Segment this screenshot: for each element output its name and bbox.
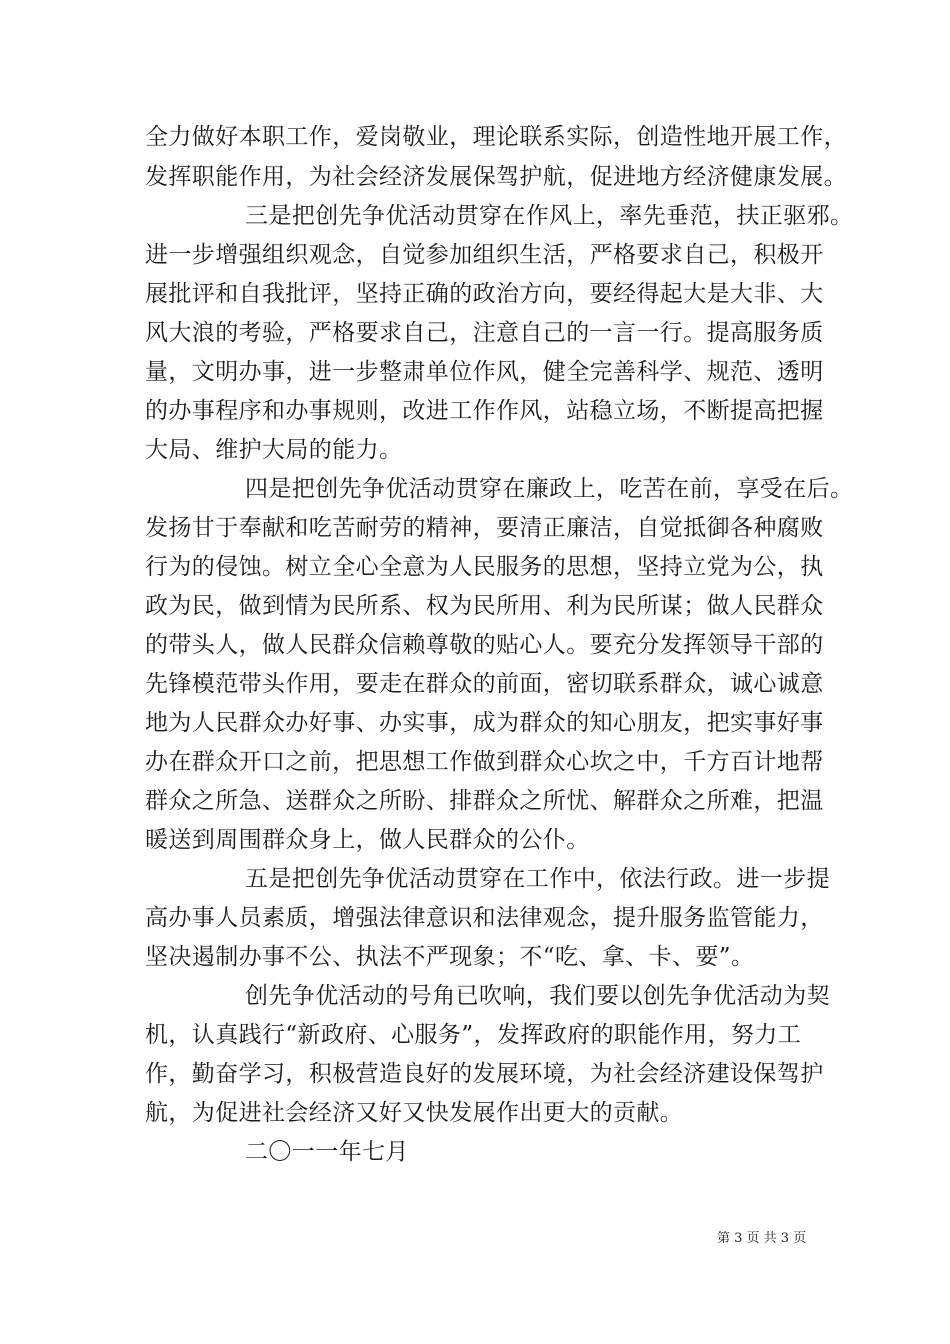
text-line-16: 地为人民群众办好事、办实事，成为群众的知心朋友，把实事好事 bbox=[145, 710, 824, 736]
page-number-footer: 第 3 页 共 3 页 bbox=[717, 1231, 807, 1246]
text-line-17: 办在群众开口之前，把思想工作做到群众心坎之中，千方百计地帮 bbox=[145, 749, 824, 775]
text-line-26: 航，为促进社会经济又好又快发展作出更大的贡献。 bbox=[145, 1100, 684, 1126]
text-line-6: 风大浪的考验，严格要求自己，注意自己的一言一行。提高服务质 bbox=[145, 320, 824, 346]
paragraph-four-heading: 四是把创先争优活动贯穿在廉政上，吃苦在前，享受在后。 bbox=[245, 476, 854, 502]
text-line-21: 高办事人员素质，增强法律意识和法律观念，提升服务监管能力， bbox=[145, 905, 824, 931]
text-line-9: 大局、维护大局的能力。 bbox=[145, 437, 403, 463]
text-line-24: 机，认真践行“新政府、心服务”，发挥政府的职能作用，努力工 bbox=[145, 1022, 802, 1048]
text-line-22: 坚决遏制办事不公、执法不严现象；不“吃、拿、卡、要”。 bbox=[145, 944, 755, 970]
text-line-5: 展批评和自我批评，坚持正确的政治方向，要经得起大是大非、大 bbox=[145, 281, 824, 307]
closing-paragraph-start: 创先争优活动的号角已吹响，我们要以创先争优活动为契 bbox=[245, 983, 830, 1009]
paragraph-three-heading: 三是把创先争优活动贯穿在作风上，率先垂范，扶正驱邪。 bbox=[245, 203, 854, 229]
text-line-1: 全力做好本职工作，爱岗敬业，理论联系实际，创造性地开展工作， bbox=[145, 124, 847, 150]
text-line-7: 量，文明办事，进一步整肃单位作风，健全完善科学、规范、透明 bbox=[145, 359, 824, 385]
text-line-8: 的办事程序和办事规则，改进工作作风，站稳立场，不断提高把握 bbox=[145, 398, 824, 424]
text-line-14: 的带头人，做人民群众信赖尊敬的贴心人。要充分发挥领导干部的 bbox=[145, 632, 824, 658]
text-line-12: 行为的侵蚀。树立全心全意为人民服务的思想，坚持立党为公，执 bbox=[145, 554, 824, 580]
text-line-18: 群众之所急、送群众之所盼、排群众之所忧、解群众之所难，把温 bbox=[145, 788, 824, 814]
document-date: 二〇一一年七月 bbox=[245, 1139, 409, 1165]
text-line-15: 先锋模范带头作用，要走在群众的前面，密切联系群众，诚心诚意 bbox=[145, 671, 824, 697]
text-line-13: 政为民，做到情为民所系、权为民所用、利为民所谋；做人民群众 bbox=[145, 593, 824, 619]
text-line-19: 暖送到周围群众身上，做人民群众的公仆。 bbox=[145, 827, 590, 853]
text-line-4: 进一步增强组织观念，自觉参加组织生活，严格要求自己，积极开 bbox=[145, 242, 824, 268]
paragraph-five-heading: 五是把创先争优活动贯穿在工作中，依法行政。进一步提 bbox=[245, 866, 830, 892]
text-line-2: 发挥职能作用，为社会经济发展保驾护航，促进地方经济健康发展。 bbox=[145, 164, 847, 190]
text-line-11: 发扬甘于奉献和吃苦耐劳的精神，要清正廉洁，自觉抵御各种腐败 bbox=[145, 515, 824, 541]
text-line-25: 作，勤奋学习，积极营造良好的发展环境，为社会经济建设保驾护 bbox=[145, 1061, 824, 1087]
